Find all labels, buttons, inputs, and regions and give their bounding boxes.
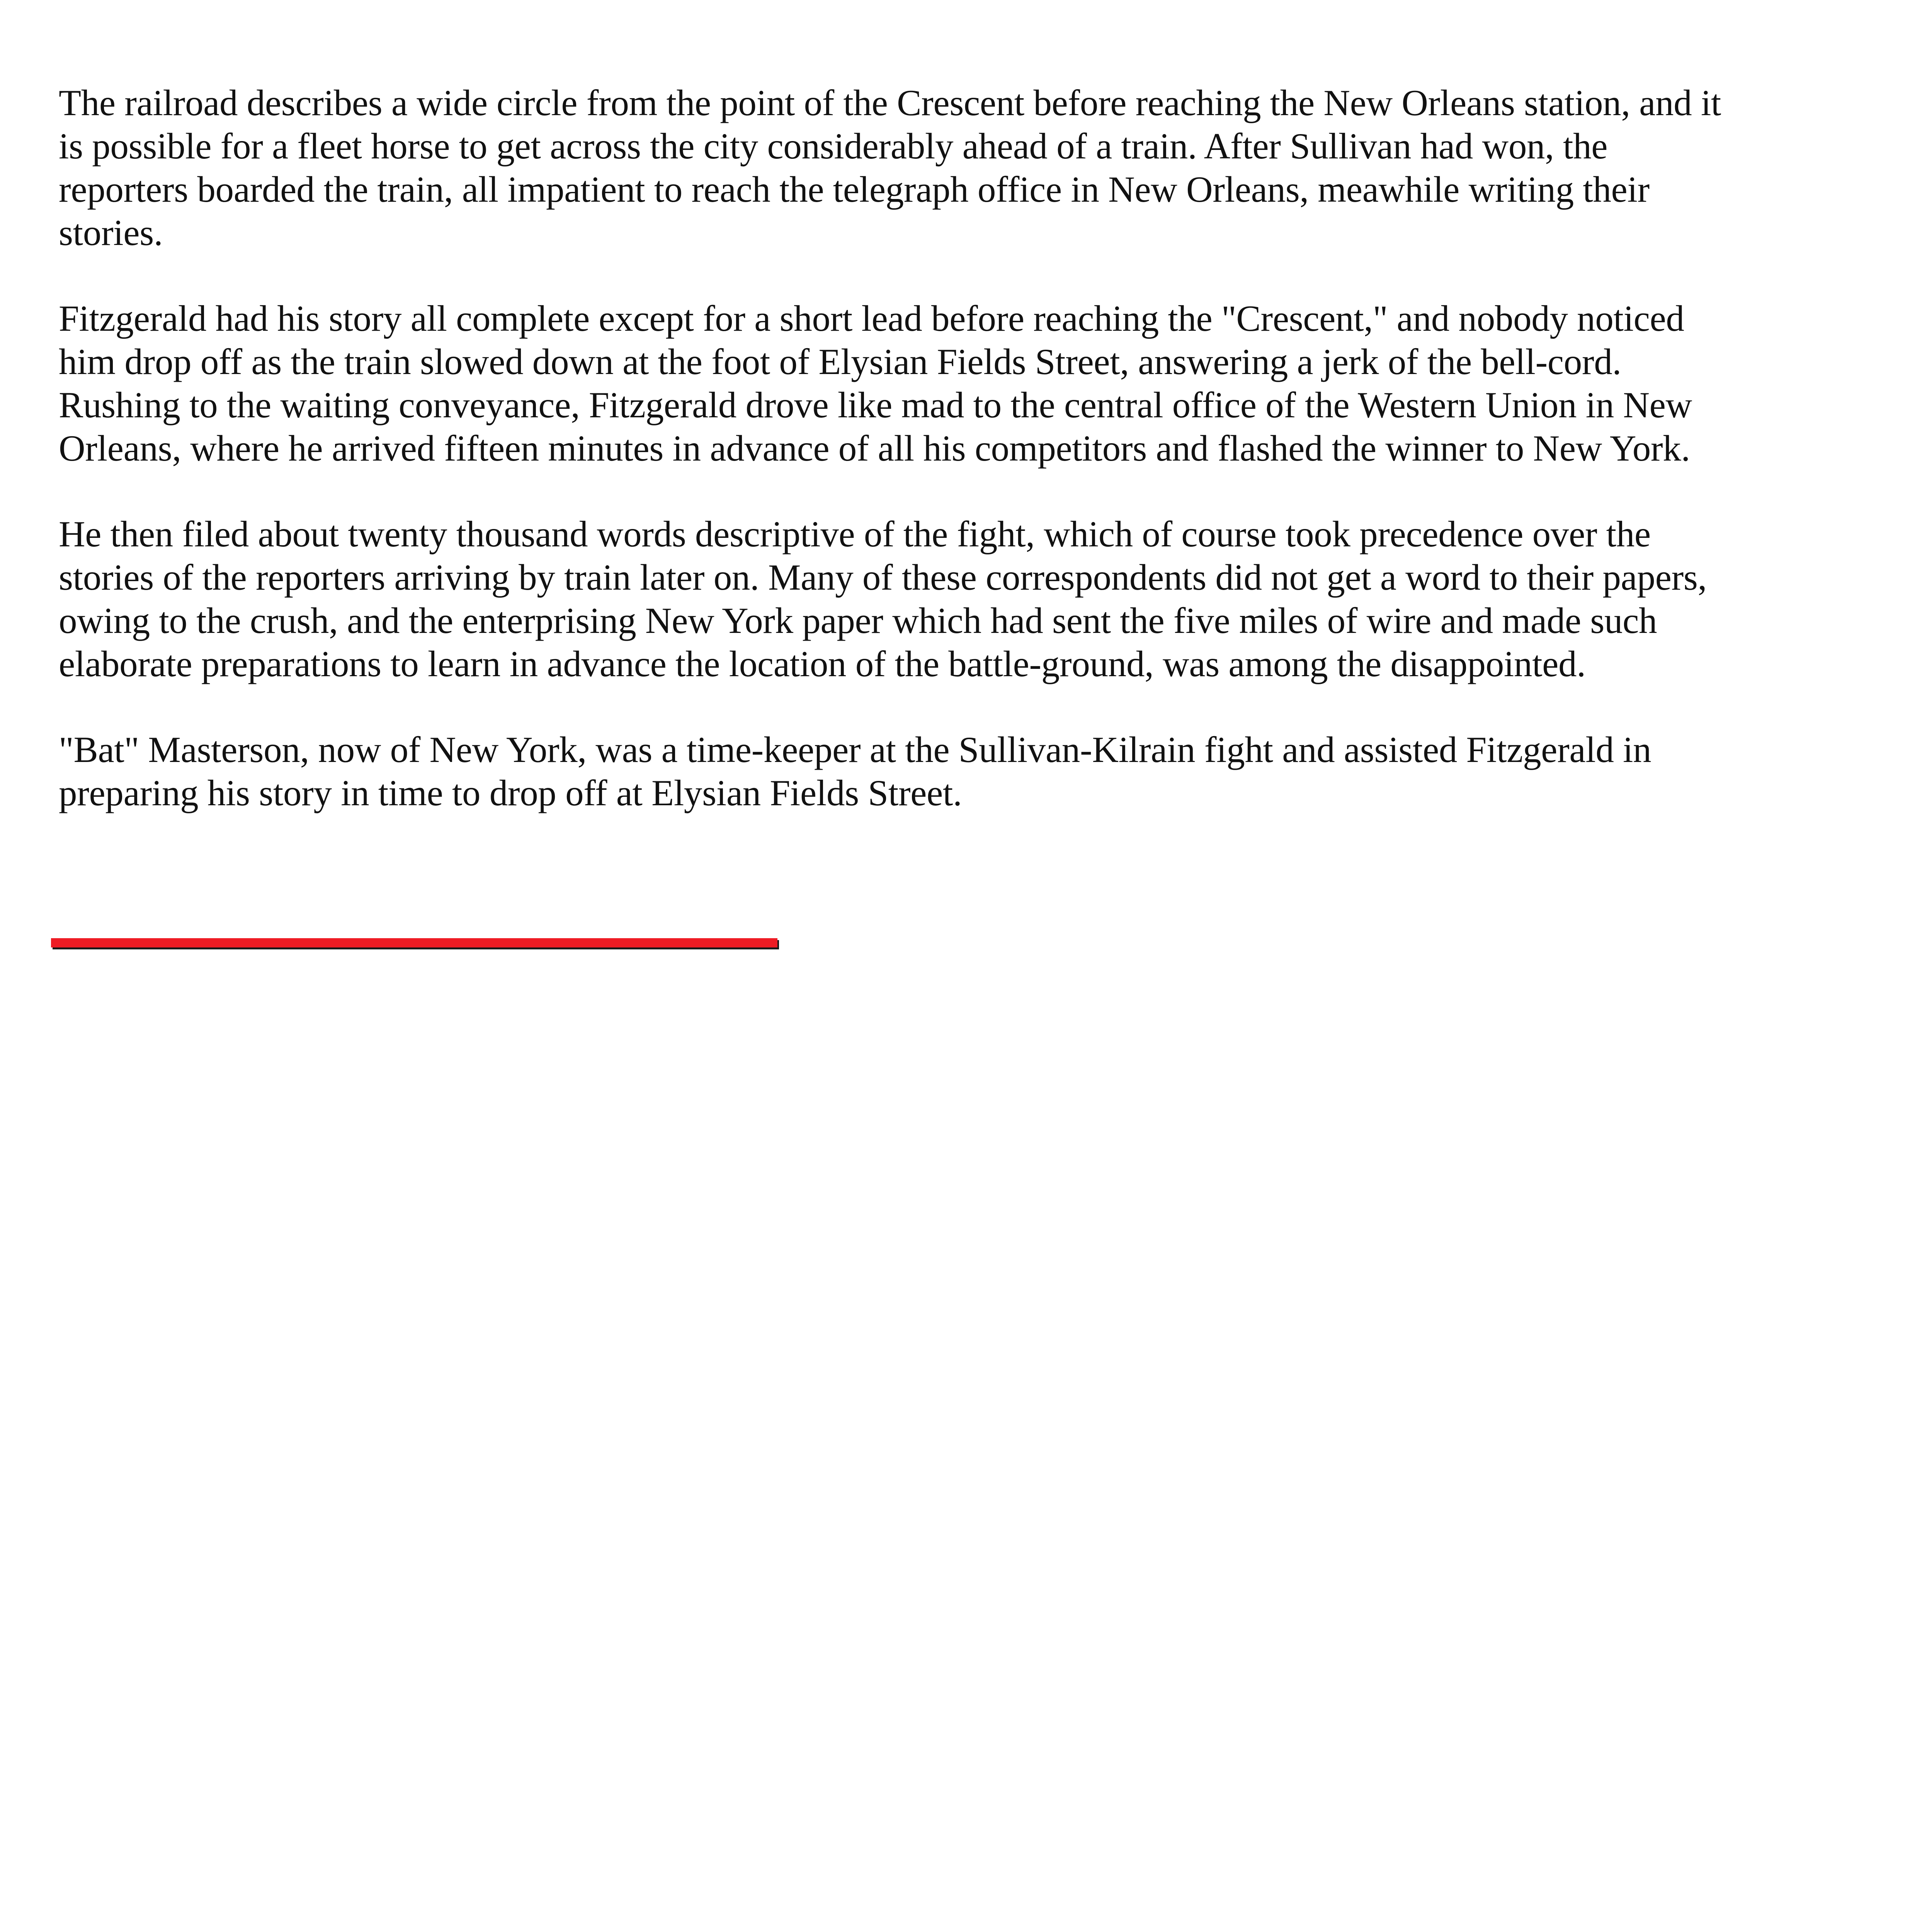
paragraph-3: He then filed about twenty thousand words descriptive of the fight, which of course took precedence over the stories of the reporters arriving by train later on. Many of these correspondents did not get a word to their papers, owing to the crush, and the enterprising New York paper which had sent the five miles of wire and made such elaborate preparations to learn in advance the location of the battle-ground, was among the disappointed. xyxy=(59,514,1707,684)
paragraph-4: "Bat" Masterson, now of New York, was a time-keeper at the Sullivan-Kilrain fight and assisted Fitzgerald in preparing his story in time to drop off at Elysian Fields Street. xyxy=(59,729,1651,813)
paragraph-2: Fitzgerald had his story all complete except for a short lead before reaching the "Crescent," and nobody noticed him drop off as the train slowed down at the foot of Elysian Fields Street, answering a jerk of the bell-cord. Rushing to the waiting conveyance, Fitzgerald drove like mad to the central office of the Western Union in New Orleans, where he arrived fifteen minutes in advance of all his competitors and flashed the winner to New York. xyxy=(59,298,1692,469)
section-divider xyxy=(51,938,777,947)
article-body xyxy=(59,81,1728,857)
paragraph-1: The railroad describes a wide circle from the point of the Crescent before reaching the New Orleans station, and it is possible for a fleet horse to get across the city considerably ahead of a train. After Sullivan had won, the reporters boarded the train, all impatient to reach the telegraph office in New Orleans, meawhile writing their stories. xyxy=(59,82,1721,253)
